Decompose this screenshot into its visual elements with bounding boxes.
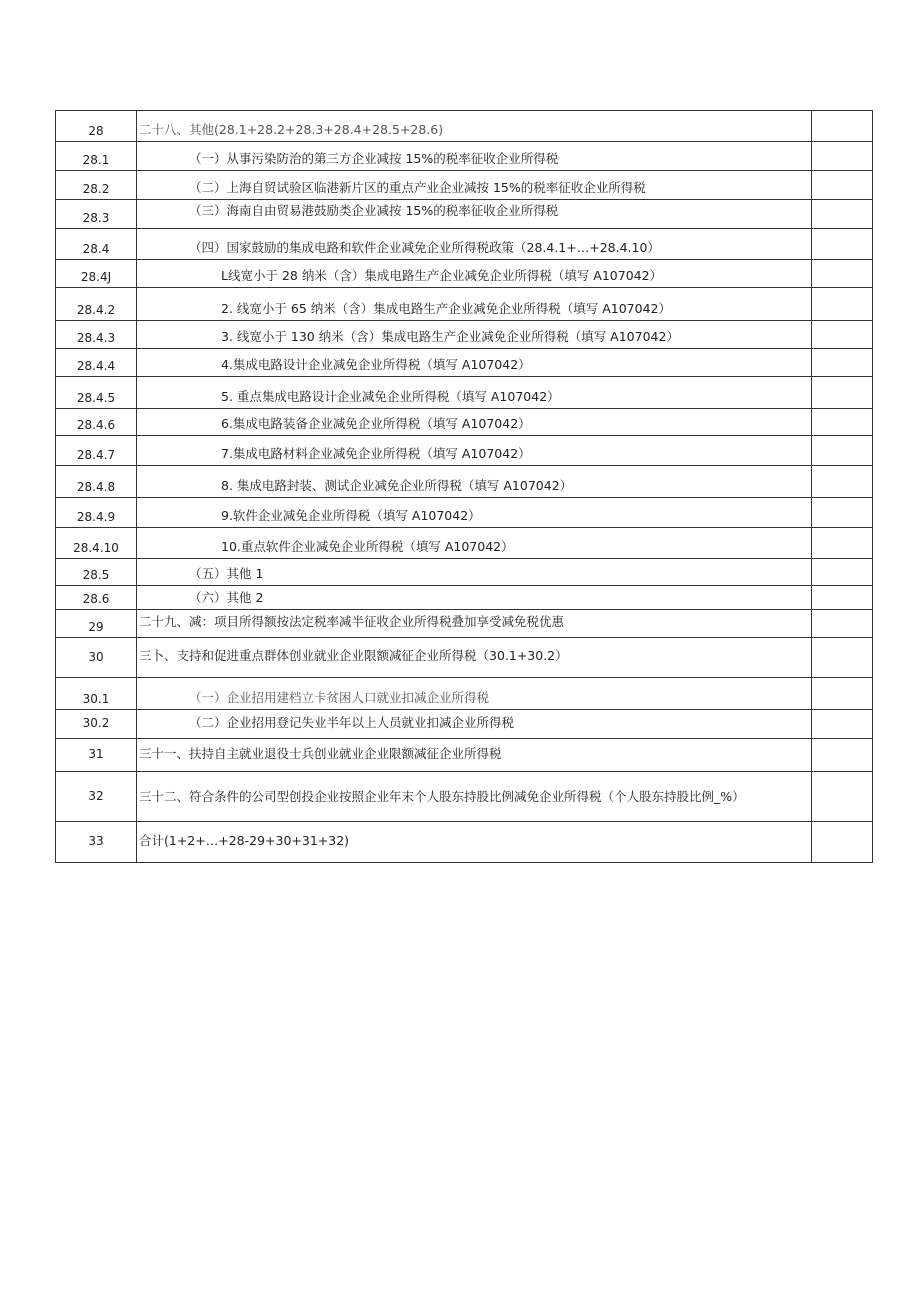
amount-cell[interactable] bbox=[812, 822, 873, 863]
row-number: 28.6 bbox=[56, 586, 137, 610]
row-number: 30.2 bbox=[56, 710, 137, 739]
row-number: 28.4.9 bbox=[56, 498, 137, 528]
amount-cell[interactable] bbox=[812, 559, 873, 586]
amount-cell[interactable] bbox=[812, 586, 873, 610]
table-row bbox=[56, 377, 873, 409]
amount-cell[interactable] bbox=[812, 260, 873, 288]
row-number: 28.1 bbox=[56, 142, 137, 171]
row-description: （四）国家鼓励的集成电路和软件企业减免企业所得税政策（28.4.1+…+28.4.10） bbox=[137, 229, 812, 260]
table-row bbox=[56, 409, 873, 436]
row-number: 28.4.7 bbox=[56, 436, 137, 466]
row-description: 7.集成电路材料企业减免企业所得税（填写 A107042） bbox=[137, 436, 812, 466]
row-description: 3. 线宽小于 130 纳米（含）集成电路生产企业减免企业所得税（填写 A107042） bbox=[137, 321, 812, 349]
table-row bbox=[56, 349, 873, 377]
row-description: 2. 线宽小于 65 纳米（含）集成电路生产企业减免企业所得税（填写 A107042） bbox=[137, 288, 812, 321]
amount-cell[interactable] bbox=[812, 436, 873, 466]
row-number: 28.4.10 bbox=[56, 528, 137, 559]
row-description: 10.重点软件企业减免企业所得税（填写 A107042） bbox=[137, 528, 812, 559]
amount-cell[interactable] bbox=[812, 528, 873, 559]
row-number: 28.4.8 bbox=[56, 466, 137, 498]
row-description: 6.集成电路装备企业减免企业所得税（填写 A107042） bbox=[137, 409, 812, 436]
row-number: 31 bbox=[56, 739, 137, 772]
row-description: （六）其他 2 bbox=[137, 586, 812, 610]
row-description: 三卜、支持和促进重点群体创业就业企业限额减征企业所得税（30.1+30.2） bbox=[137, 638, 812, 678]
row-number: 28.4J bbox=[56, 260, 137, 288]
row-number: 28.2 bbox=[56, 171, 137, 200]
row-description: （五）其他 1 bbox=[137, 559, 812, 586]
row-number: 28.4.6 bbox=[56, 409, 137, 436]
table-row bbox=[56, 610, 873, 638]
table-row bbox=[56, 111, 873, 142]
row-number: 30.1 bbox=[56, 678, 137, 710]
row-number: 28.4 bbox=[56, 229, 137, 260]
amount-cell[interactable] bbox=[812, 498, 873, 528]
amount-cell[interactable] bbox=[812, 200, 873, 229]
table-row bbox=[56, 260, 873, 288]
row-description: 三十二、符合条件的公司型创投企业按照企业年末个人股东持股比例减免企业所得税（个人股东持股比例_%） bbox=[137, 772, 812, 822]
row-description: 三十一、扶持自主就业退役士兵创业就业企业限额减征企业所得税 bbox=[137, 739, 812, 772]
amount-cell[interactable] bbox=[812, 409, 873, 436]
table-row bbox=[56, 321, 873, 349]
amount-cell[interactable] bbox=[812, 349, 873, 377]
row-number: 28.4.3 bbox=[56, 321, 137, 349]
amount-cell[interactable] bbox=[812, 171, 873, 200]
row-description: 9.软件企业减免企业所得税（填写 A107042） bbox=[137, 498, 812, 528]
row-number: 28.4.2 bbox=[56, 288, 137, 321]
tax-reduction-table bbox=[55, 110, 873, 863]
table-row bbox=[56, 142, 873, 171]
row-description: （二）企业招用登记失业半年以上人员就业扣减企业所得税 bbox=[137, 710, 812, 739]
table-row bbox=[56, 200, 873, 229]
row-description: （二）上海自贸试验区临港新片区的重点产业企业减按 15%的税率征收企业所得税 bbox=[137, 171, 812, 200]
table-row bbox=[56, 171, 873, 200]
row-description: 5. 重点集成电路设计企业减免企业所得税（填写 A107042） bbox=[137, 377, 812, 409]
amount-cell[interactable] bbox=[812, 229, 873, 260]
amount-cell[interactable] bbox=[812, 377, 873, 409]
table-row bbox=[56, 739, 873, 772]
table-row bbox=[56, 436, 873, 466]
row-number: 28 bbox=[56, 111, 137, 142]
table-row bbox=[56, 528, 873, 559]
row-description: 8. 集成电路封装、测试企业减免企业所得税（填写 A107042） bbox=[137, 466, 812, 498]
row-number: 32 bbox=[56, 772, 137, 822]
amount-cell[interactable] bbox=[812, 772, 873, 822]
row-number: 28.3 bbox=[56, 200, 137, 229]
table-row bbox=[56, 772, 873, 822]
table-row bbox=[56, 559, 873, 586]
table-row bbox=[56, 229, 873, 260]
amount-cell[interactable] bbox=[812, 321, 873, 349]
amount-cell[interactable] bbox=[812, 678, 873, 710]
row-description: （一）企业招用建档立卡贫困人口就业扣减企业所得税 bbox=[137, 678, 812, 710]
amount-cell[interactable] bbox=[812, 610, 873, 638]
table-row bbox=[56, 710, 873, 739]
amount-cell[interactable] bbox=[812, 638, 873, 678]
table-row bbox=[56, 466, 873, 498]
table-row bbox=[56, 288, 873, 321]
table-row bbox=[56, 586, 873, 610]
amount-cell[interactable] bbox=[812, 710, 873, 739]
row-description: （三）海南自由贸易港鼓励类企业减按 15%的税率征收企业所得税 bbox=[137, 200, 812, 229]
row-description: L线宽小于 28 纳米（含）集成电路生产企业减免企业所得税（填写 A107042） bbox=[137, 260, 812, 288]
row-number: 28.4.4 bbox=[56, 349, 137, 377]
row-number: 28.4.5 bbox=[56, 377, 137, 409]
table-row bbox=[56, 822, 873, 863]
table-row bbox=[56, 498, 873, 528]
row-description: 合计(1+2+…+28-29+30+31+32) bbox=[137, 822, 812, 863]
row-description: 二十八、其他(28.1+28.2+28.3+28.4+28.5+28.6) bbox=[137, 111, 812, 142]
row-number: 30 bbox=[56, 638, 137, 678]
amount-cell[interactable] bbox=[812, 142, 873, 171]
row-description: （一）从事污染防治的第三方企业减按 15%的税率征收企业所得税 bbox=[137, 142, 812, 171]
amount-cell[interactable] bbox=[812, 111, 873, 142]
amount-cell[interactable] bbox=[812, 288, 873, 321]
table-row bbox=[56, 638, 873, 678]
row-number: 33 bbox=[56, 822, 137, 863]
row-number: 29 bbox=[56, 610, 137, 638]
amount-cell[interactable] bbox=[812, 739, 873, 772]
row-description: 4.集成电路设计企业减免企业所得税（填写 A107042） bbox=[137, 349, 812, 377]
row-description: 二十九、减：项目所得额按法定税率减半征收企业所得税叠加享受减免税优惠 bbox=[137, 610, 812, 638]
row-number: 28.5 bbox=[56, 559, 137, 586]
table-row bbox=[56, 678, 873, 710]
amount-cell[interactable] bbox=[812, 466, 873, 498]
